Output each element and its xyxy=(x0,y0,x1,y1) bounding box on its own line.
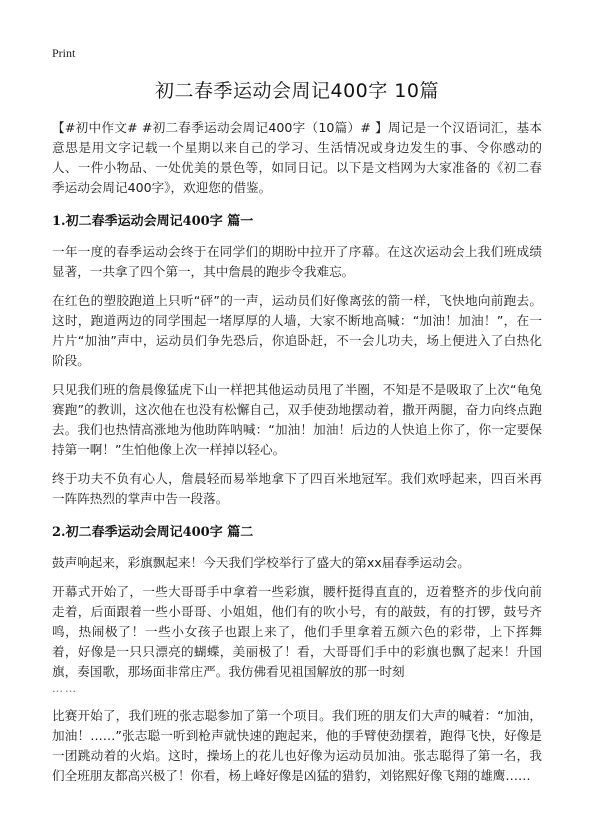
intro-paragraph: 【#初中作文# #初二春季运动会周记400字（10篇）# 】周记是一个汉语词汇，基本意思是用文字记载一个星期以来自己的学习、生活情况或身边发生的事、令你感动的人、一件小物品、一处优美的景色等，如同日记。以下是文档网为大家准备的《初二春季运动会周记400字》，欢迎您的借鉴。 xyxy=(52,120,542,195)
paragraph: 终于功夫不负有心人，詹晨轻而易举地拿下了四百米地冠军。我们欢呼起来，四百米再一阵阵热烈的掌声中告一段落。 xyxy=(52,471,542,506)
section-heading: 2.初二春季运动会周记400字 篇二 xyxy=(52,525,254,540)
paragraph: 鼓声响起来，彩旗飘起来！今天我们学校举行了盛大的第xx届春季运动会。 xyxy=(52,555,470,570)
paragraph: 在红色的塑胶跑道上只听“砰”的一声，运动员们好像离弦的箭一样，飞快地向前跑去。这时，跑道两边的同学围起一堵厚厚的人墙，大家不断地高喊：“加油！加油！”，在一片片“加油”声中，运动员们争先恐后，你追卧赶，不一会儿功夫，场上便进入了白热化阶段。 xyxy=(52,293,542,368)
section-heading: 1.初二春季运动会周记400字 篇一 xyxy=(52,214,254,229)
continuation-ellipsis: …… xyxy=(52,682,78,695)
paragraph: 一年一度的春季运动会终于在同学们的期盼中拉开了序幕。在这次运动会上我们班成绩显著，一共拿了四个第一，其中詹晨的跑步令我难忘。 xyxy=(52,244,542,279)
page-title: 初二春季运动会周记400字 10篇 xyxy=(155,80,439,102)
paragraph: 开幕式开始了，一些大哥哥手中拿着一些彩旗，腰杆挺得直直的，迈着整齐的步伐向前走着，后面跟着一些小哥哥、小姐姐，他们有的吹小号，有的敲鼓，有的打锣，鼓号齐鸣，热闹极了！一些小女孩子也跟上来了，他们手里拿着五颜六色的彩带，上下挥舞着，好像是一只只漂亮的蝴蝶，美丽极了！看，大哥哥们手中的彩旗也飘了起来！升国旗，奏国歌，那场面非常庄严。我仿佛看见祖国解放的那一时刻 xyxy=(52,584,542,679)
paragraph: 只见我们班的詹晨像猛虎下山一样把其他运动员甩了半圈，不知是不是吸取了上次“龟兔赛跑”的教训，这次他在也没有松懈自己，双手使劲地摆动着，撒开两腿，奋力向终点跑去。我们也热情高涨地为他助阵呐喊：“加油！加油！后边的人快追上你了，你一定要保持第一啊！”生怕他像上次一样掉以轻心。 xyxy=(52,382,542,457)
paragraph: 比赛开始了，我们班的张志聪参加了第一个项目。我们班的朋友们大声的喊着：“加油，加油！……”张志聪一听到枪声就快速的跑起来，他的手臂使劲摆着，跑得飞快，好像是一团跳动着的火焰。这时，操场上的花儿也好像为运动员加油。张志聪得了第一名，我们全班朋友都高兴极了！你看，杨上峰好像是凶猛的猎豹，刘铭熙好像飞翔的雄鹰…… xyxy=(52,708,542,783)
article-body xyxy=(52,118,542,795)
print-link[interactable]: Print xyxy=(52,46,76,60)
